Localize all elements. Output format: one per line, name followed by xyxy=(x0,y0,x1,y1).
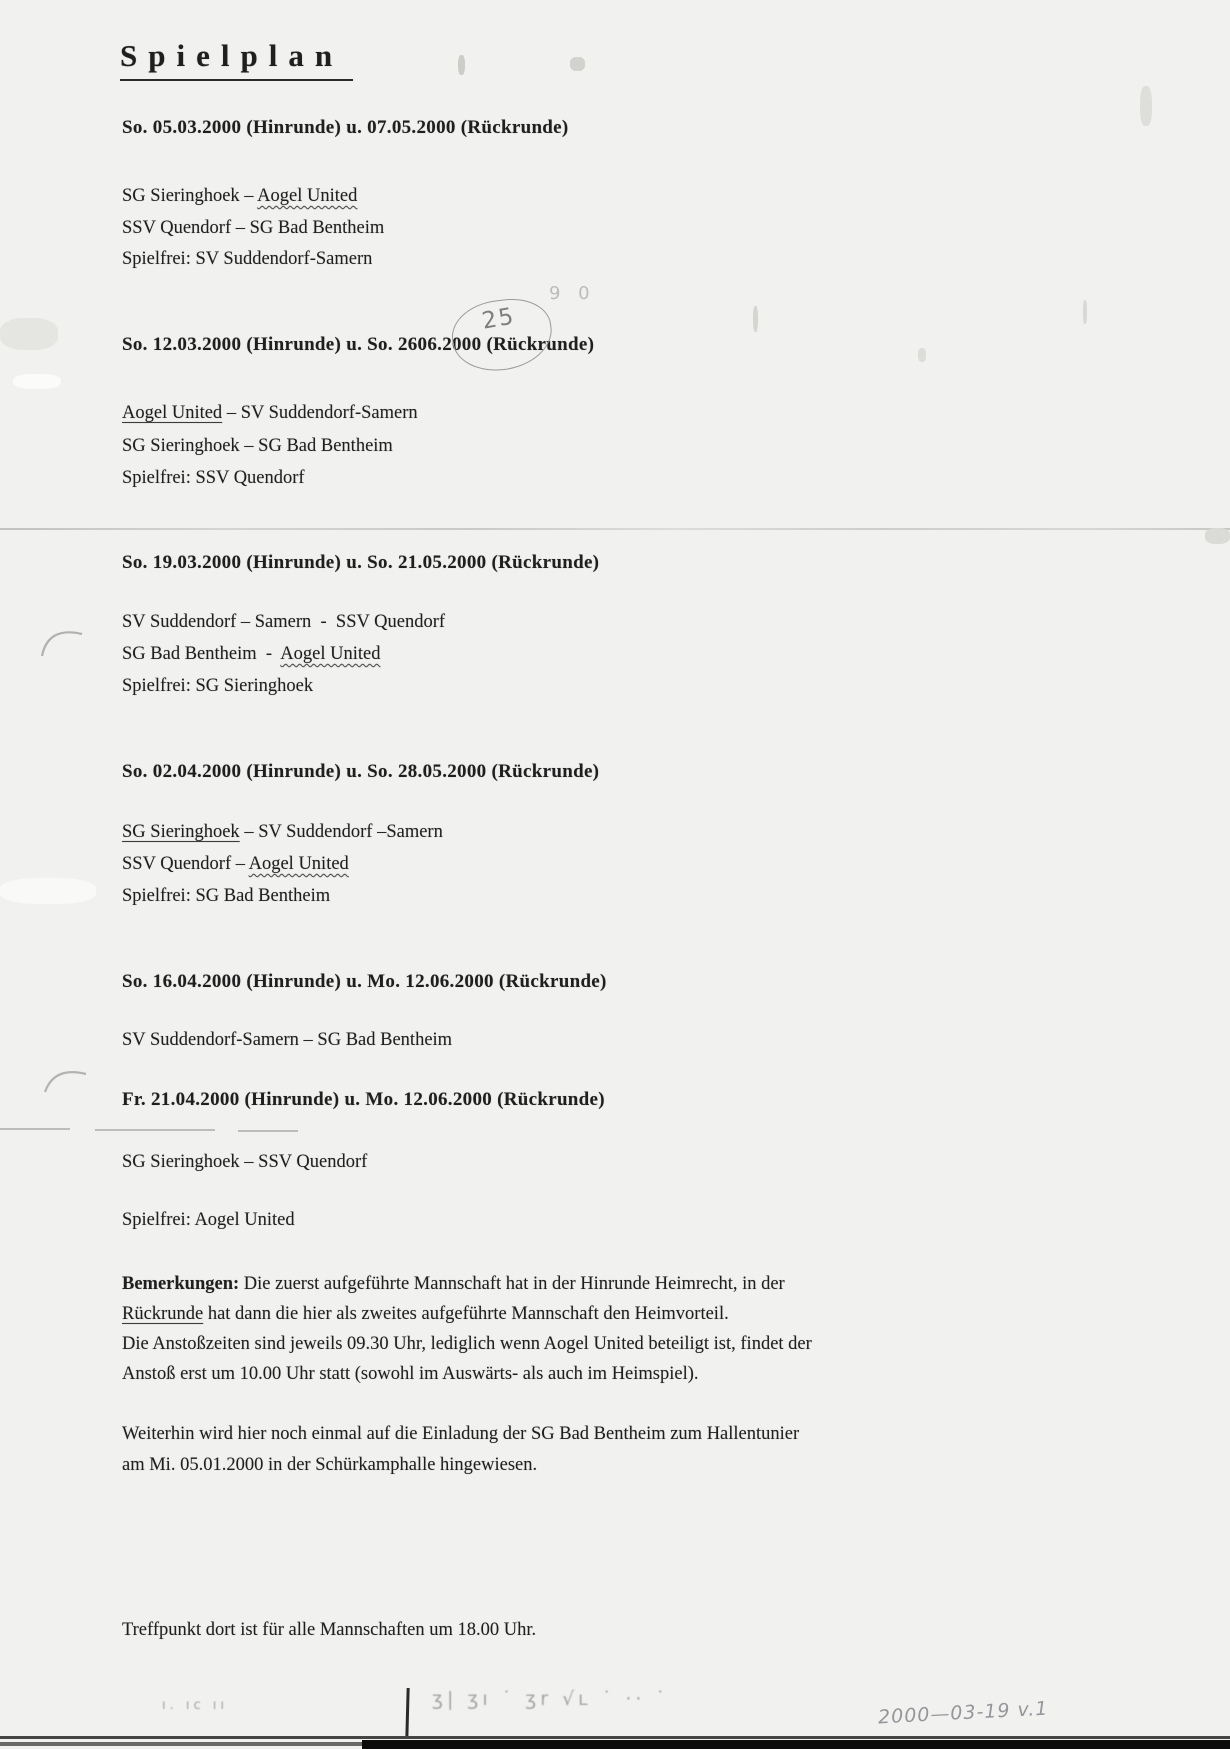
crease-dash xyxy=(238,1130,298,1132)
closing-line xyxy=(122,1422,799,1446)
remarks-line xyxy=(122,1302,729,1326)
pencil-scribble: ı. ıc ıı xyxy=(162,1698,228,1713)
pen-stroke-mark xyxy=(405,1688,409,1738)
meeting-line: Treffpunkt dort ist für alle Mannschaften um 18.00 Uhr. xyxy=(122,1620,537,1640)
handwritten-correction: 25 xyxy=(479,303,518,335)
text-segment: Spielfrei: SV Suddendorf-Samern xyxy=(122,249,373,269)
underlined-team-name: Aogel United xyxy=(122,403,223,423)
matchday-heading: So. 02.04.2000 (Hinrunde) u. So. 28.05.2000 (Rückrunde) xyxy=(122,761,600,782)
pencil-scribble: ʒ| ʒı ˙ ʒr √ʟ ˙ ·· ˙ xyxy=(432,1688,670,1710)
underlined-team-name: Rückrunde xyxy=(122,1304,204,1324)
match-line xyxy=(122,401,418,425)
text-segment: SG Sieringhoek – xyxy=(122,186,258,206)
match-line xyxy=(122,216,384,240)
text-segment: Die zuerst aufgeführte Mannschaft hat in der Hinrunde Heimrecht, in der xyxy=(239,1274,785,1294)
match-line xyxy=(122,884,330,908)
scan-smudge xyxy=(0,318,58,350)
text-segment: Spielfrei: SSV Quendorf xyxy=(122,468,305,488)
scan-smudge xyxy=(0,878,96,904)
text-segment: am Mi. 05.01.2000 in der Schürkamphalle hingewiesen. xyxy=(122,1455,538,1475)
matchday-heading: So. 05.03.2000 (Hinrunde) u. 07.05.2000 (Rückrunde) xyxy=(122,117,569,138)
text-segment: hat dann die hier als zweites aufgeführte Mannschaft den Heimvorteil. xyxy=(203,1304,729,1324)
match-line xyxy=(122,466,305,490)
underlined-team-name: Aogel United xyxy=(248,854,349,874)
match-line xyxy=(122,610,445,634)
page-title: Spielplan xyxy=(120,38,353,81)
closing-line xyxy=(122,1453,537,1477)
scan-edge-line xyxy=(0,1736,1230,1739)
match-line xyxy=(122,820,443,844)
underlined-team-name: Aogel United xyxy=(280,644,381,664)
remarks-line xyxy=(122,1362,699,1386)
scan-edge-bar-left xyxy=(0,1742,362,1746)
handwritten-date-note: 2000—03-19 v.1 xyxy=(877,1697,1049,1729)
scan-edge-bar xyxy=(362,1740,1230,1749)
scan-smudge xyxy=(918,348,926,362)
scan-smudge xyxy=(1083,300,1087,324)
remarks-label: Bemerkungen: xyxy=(122,1274,240,1294)
remarks-line xyxy=(122,1272,785,1296)
match-line xyxy=(122,674,313,698)
text-segment: SV Suddendorf-Samern – SG Bad Bentheim xyxy=(122,1030,453,1050)
match-line xyxy=(122,642,380,666)
scan-smudge xyxy=(753,306,758,332)
text-segment: SG Sieringhoek – SSV Quendorf xyxy=(122,1152,368,1172)
text-segment: SSV Quendorf – SG Bad Bentheim xyxy=(122,218,385,238)
scan-smudge xyxy=(13,374,61,389)
text-segment: SG Bad Bentheim - xyxy=(122,644,281,664)
match-line xyxy=(122,1028,452,1052)
text-segment: Anstoß erst um 10.00 Uhr statt (sowohl im Auswärts- als auch im Heimspiel). xyxy=(122,1364,699,1384)
underlined-team-name: SG Sieringhoek xyxy=(122,822,240,842)
pen-arc-mark xyxy=(42,1062,90,1098)
text-segment: – SV Suddendorf-Samern xyxy=(222,403,418,423)
match-line xyxy=(122,852,349,876)
text-segment: Weiterhin wird hier noch einmal auf die Einladung der SG Bad Bentheim zum Hallentunier xyxy=(122,1424,800,1444)
scan-smudge xyxy=(1205,528,1230,544)
crease-dash xyxy=(95,1129,215,1131)
matchday-heading: So. 12.03.2000 (Hinrunde) u. So. 2606.2000 (Rückrunde) xyxy=(122,334,595,355)
match-line xyxy=(122,434,393,458)
scan-smudge xyxy=(458,55,465,75)
underlined-team-name: Aogel United xyxy=(257,186,358,206)
text-segment: Spielfrei: SG Sieringhoek xyxy=(122,676,314,696)
fold-crease-line xyxy=(0,528,1230,530)
scan-smudge xyxy=(570,57,585,71)
text-segment: Die Anstoßzeiten sind jeweils 09.30 Uhr, lediglich wenn Aogel United beteiligt ist, findet der xyxy=(122,1334,812,1354)
match-line xyxy=(122,247,372,271)
text-segment: – SV Suddendorf –Samern xyxy=(239,822,443,842)
remarks-line xyxy=(122,1332,812,1356)
text-segment: SG Sieringhoek – SG Bad Bentheim xyxy=(122,436,393,456)
scan-smudge xyxy=(1140,86,1152,126)
matchday-heading: So. 19.03.2000 (Hinrunde) u. So. 21.05.2000 (Rückrunde) xyxy=(122,552,600,573)
text-segment: SV Suddendorf – Samern - SSV Quendorf xyxy=(122,612,446,632)
crease-dash xyxy=(0,1128,70,1130)
match-line xyxy=(122,1150,367,1174)
matchday-heading: So. 16.04.2000 (Hinrunde) u. Mo. 12.06.2000 (Rückrunde) xyxy=(122,971,607,992)
spielfrei-line: Spielfrei: Aogel United xyxy=(122,1210,295,1230)
faint-handwritten-digits: 9 0 xyxy=(549,283,596,304)
text-segment: Spielfrei: SG Bad Bentheim xyxy=(122,886,331,906)
pen-arc-mark xyxy=(38,620,88,662)
text-segment: SSV Quendorf – xyxy=(122,854,249,874)
matchday-heading: Fr. 21.04.2000 (Hinrunde) u. Mo. 12.06.2000 (Rückrunde) xyxy=(122,1089,605,1110)
match-line xyxy=(122,184,357,208)
